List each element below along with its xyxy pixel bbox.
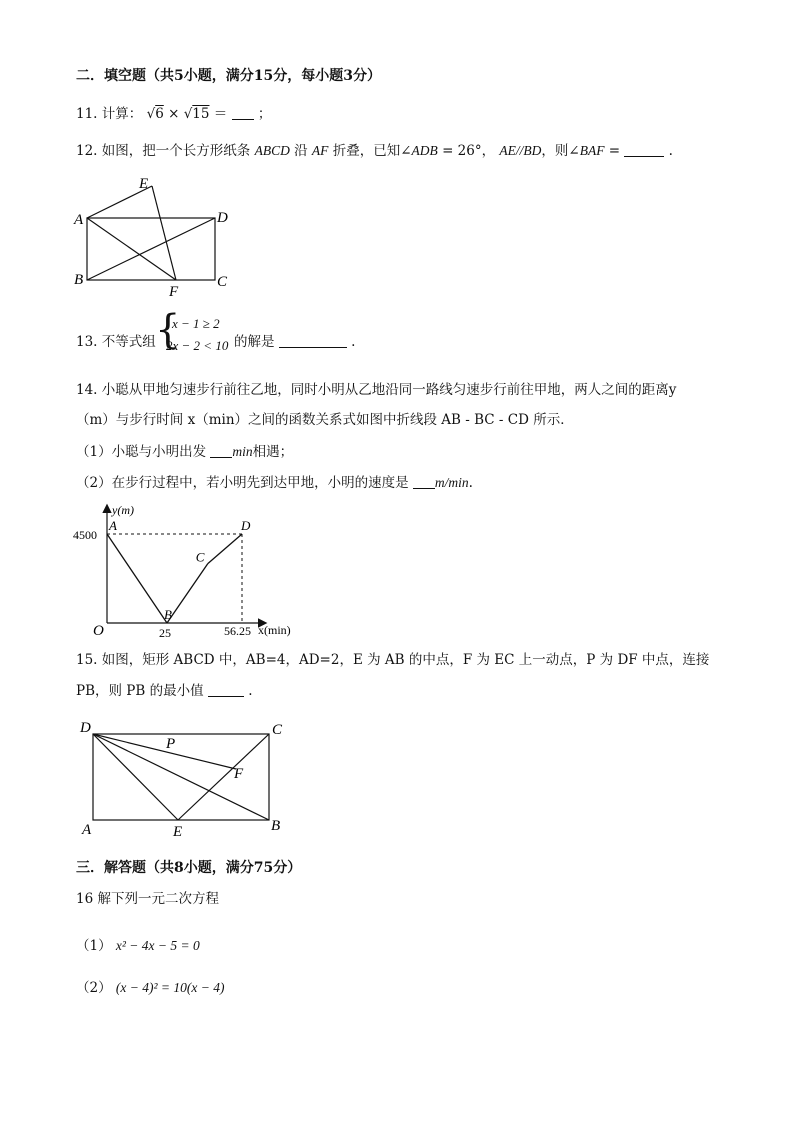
question-text: 沿: [294, 143, 308, 159]
inequality-2: 2x − 2 < 10: [166, 338, 229, 353]
unit: min: [232, 444, 253, 459]
y-tick-label: 4500: [73, 528, 97, 542]
punct: ；: [257, 106, 272, 122]
part-label: （2）: [76, 980, 112, 996]
question-text: 的解是: [234, 334, 275, 350]
question-12: [76, 141, 673, 161]
segment-ec: [178, 734, 269, 820]
question-16-part1: [76, 936, 200, 956]
question-text: （1）小聪与小明出发: [76, 444, 207, 460]
figure-q14-line-chart: [70, 498, 310, 644]
point-label-d: D: [241, 518, 251, 533]
math-var: ADB: [411, 143, 438, 158]
question-15-line1: 15. 如图，矩形 ABCD 中，AB=4，AD=2，E 为 AB 的中点，F 为 EC 上一动点，P 为 DF 中点，连接: [76, 652, 710, 668]
point-label-b: B: [164, 607, 172, 622]
x-axis-label: x(min): [258, 623, 291, 637]
math-var: BAF: [579, 143, 605, 158]
equation: x² − 4x − 5 = 0: [115, 938, 200, 953]
unit: m/min: [434, 475, 469, 490]
section-heading-solve: 三．解答题（共8小题，满分75分）: [76, 860, 302, 876]
segment-bc: [167, 564, 208, 623]
question-15-line2: [76, 681, 252, 701]
times-sign: ×: [168, 106, 180, 122]
brace: {: [155, 307, 181, 353]
question-text: 不等式组: [101, 334, 156, 350]
question-14-line1: 14. 小聪从甲地匀速步行前往乙地，同时小明从乙地沿同一路线匀速步行前往甲地，两人之间的距离y: [76, 382, 677, 398]
math-var: AE//BD: [499, 143, 542, 158]
answer-blank: [413, 474, 435, 489]
label-c: C: [217, 274, 228, 290]
math-var: AF: [311, 143, 329, 158]
sqrt-6: √6: [146, 106, 164, 122]
segment-df: [93, 734, 236, 769]
answer-blank: [210, 443, 232, 458]
answer-blank: [232, 105, 254, 120]
segment-cd: [208, 534, 242, 564]
punct: .: [351, 334, 356, 350]
label-c: C: [272, 722, 283, 738]
point-label-a: A: [109, 518, 117, 533]
label-d: D: [217, 210, 228, 226]
section-heading-fill-in: 二．填空题（共5小题，满分15分，每小题3分）: [76, 68, 381, 84]
question-text: PB，则 PB 的最小值: [76, 683, 204, 699]
question-text: （2）在步行过程中，若小明先到达甲地，小明的速度是: [76, 475, 409, 491]
label-a: A: [82, 822, 92, 838]
diagonal-bd: [87, 218, 215, 280]
label-e: E: [173, 824, 183, 840]
inequality-1: x − 1 ≥ 2: [172, 316, 220, 331]
question-number: 13.: [76, 334, 98, 350]
punct: .: [248, 683, 253, 699]
question-text: 如图，把一个长方形纸条: [101, 143, 251, 159]
math-text: = 26°，: [442, 143, 496, 159]
segment-ab: [107, 534, 167, 623]
question-14-part1: [76, 442, 293, 462]
question-text: 计算：: [101, 106, 143, 122]
x-tick-label: 25: [159, 626, 171, 640]
label-b: B: [271, 818, 281, 834]
equals-sign: =: [608, 143, 621, 159]
question-14-line2: （m）与步行时间 x（min）之间的函数关系式如图中折线段 AB - BC - CD 所示．: [76, 412, 574, 428]
answer-blank: [279, 333, 347, 348]
label-a: A: [74, 212, 84, 228]
answer-blank: [624, 142, 664, 157]
label-f: F: [169, 284, 179, 300]
question-text: 相遇；: [252, 444, 294, 460]
question-13: [76, 332, 156, 352]
x-tick-label: 56.25: [224, 624, 251, 638]
punct: .: [668, 143, 673, 159]
question-text: 折叠，已知∠: [332, 143, 412, 159]
figure-q12-rectangle-fold: [70, 172, 240, 300]
figure-q15-rectangle: [76, 716, 296, 840]
label-e: E: [139, 176, 149, 192]
label-p: P: [166, 736, 176, 752]
origin-label: O: [93, 623, 104, 639]
label-d: D: [80, 720, 91, 736]
question-16-title: 16 解下列一元二次方程: [76, 891, 219, 907]
question-number: 11.: [76, 106, 98, 122]
part-label: （1）: [76, 938, 112, 954]
math-var: ABCD: [254, 143, 290, 158]
sqrt-15: √15: [183, 106, 210, 122]
equals-sign: ＝: [213, 106, 228, 122]
question-number: 12.: [76, 143, 98, 159]
question-14-part2: [76, 473, 473, 493]
label-f: F: [234, 766, 244, 782]
question-text: ，则∠: [541, 143, 580, 159]
question-11: [76, 104, 271, 124]
label-b: B: [74, 272, 84, 288]
point-label-c: C: [195, 549, 205, 565]
equation: (x − 4)² = 10(x − 4): [115, 980, 225, 995]
answer-blank: [208, 682, 244, 697]
y-axis-label: y(m): [112, 503, 134, 517]
question-13-tail: [234, 332, 355, 352]
question-16-part2: [76, 978, 224, 998]
punct: .: [468, 475, 473, 491]
